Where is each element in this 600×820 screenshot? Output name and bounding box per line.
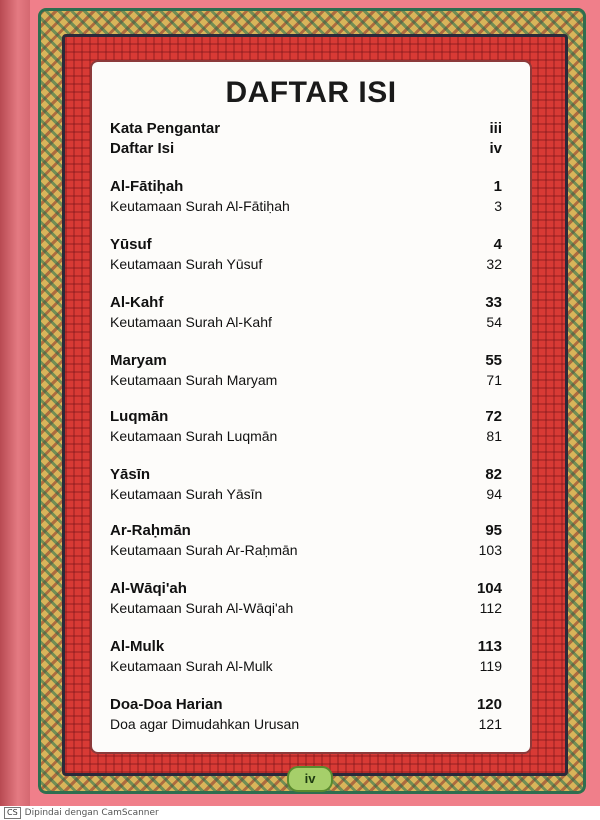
toc-entry-page: 103 [478,542,502,558]
toc-entry [110,352,502,369]
toc-entry [110,658,502,674]
toc-entry-page: 32 [486,256,502,272]
toc-entry-label: Luqmān [110,408,169,425]
toc-entry-page: iv [489,140,502,157]
toc-entry-label: Yūsuf [110,236,152,253]
toc-entry-label: Yāsīn [110,466,151,483]
toc-entry-page: 82 [485,466,502,483]
toc-entry-page: 120 [476,696,502,713]
toc-entry-label: Keutamaan Surah Al-Wāqi'ah [110,600,294,616]
toc-entry [110,522,502,539]
toc-panel [90,60,532,754]
toc-entry [110,294,502,311]
scanner-watermark-text: Dipindai dengan CamScanner [24,808,159,818]
toc-entry-page: 4 [493,236,502,253]
toc-entry-page: 1 [493,178,502,195]
toc-entry-page: 104 [476,580,502,597]
toc-entry [110,716,502,732]
toc-entry [110,466,502,483]
toc-entry [110,256,502,272]
toc-entry-label: Ar-Raḥmān [110,522,191,539]
toc-entry [110,314,502,330]
toc-entry-page: 94 [486,486,502,502]
toc-entry-page: 55 [485,352,502,369]
toc-entry-page: iii [489,120,502,137]
toc-entry [110,408,502,425]
toc-entry-label: Al-Mulk [110,638,165,655]
toc-entry-page: 121 [478,716,502,732]
toc-entry-page: 54 [486,314,502,330]
toc-entry-label: Keutamaan Surah Yūsuf [110,256,263,272]
toc-entry [110,542,502,558]
toc-entry [110,120,502,137]
toc-entry [110,486,502,502]
toc-entry-label: Al-Fātiḥah [110,178,184,195]
toc-entry-label: Maryam [110,352,167,369]
page-title: DAFTAR ISI [225,76,397,109]
toc-entry-page: 119 [479,658,502,674]
toc-entry-label: Kata Pengantar [110,120,221,137]
toc-entry [110,198,502,214]
toc-entry-label: Al-Wāqi'ah [110,580,187,597]
toc-entry-page: 113 [477,638,502,655]
toc-entry [110,140,502,157]
toc-entry-page: 71 [486,372,502,388]
toc-entry-label: Doa-Doa Harian [110,696,223,713]
page-number-badge: iv [287,766,333,792]
toc-entry-label: Keutamaan Surah Yāsīn [110,486,263,502]
toc-entry-label: Doa agar Dimudahkan Urusan [110,716,300,732]
toc-entry-page: 95 [485,522,502,539]
toc-entry-page: 112 [479,600,502,616]
toc-entry [110,428,502,444]
toc-entry [110,178,502,195]
toc-entry-page: 81 [486,428,502,444]
toc-entry-label: Keutamaan Surah Al-Mulk [110,658,273,674]
toc-entry-label: Keutamaan Surah Maryam [110,372,278,388]
toc-entry-label: Daftar Isi [110,140,175,157]
camscanner-logo-icon: CS [4,807,21,819]
toc-entry-label: Al-Kahf [110,294,164,311]
toc-entry [110,696,502,713]
toc-entry [110,600,502,616]
toc-entry [110,372,502,388]
toc-entry-page: 72 [485,408,502,425]
toc-entry-label: Keutamaan Surah Al-Kahf [110,314,272,330]
toc-entry-label: Keutamaan Surah Ar-Raḥmān [110,542,298,558]
toc-entry [110,638,502,655]
scanner-watermark-bar [0,806,600,820]
toc-entry-label: Keutamaan Surah Luqmān [110,428,278,444]
toc-entry-page: 3 [494,198,502,214]
toc-entry [110,580,502,597]
toc-entry-label: Keutamaan Surah Al-Fātiḥah [110,198,290,214]
toc-entry [110,236,502,253]
toc-entry-page: 33 [485,294,502,311]
